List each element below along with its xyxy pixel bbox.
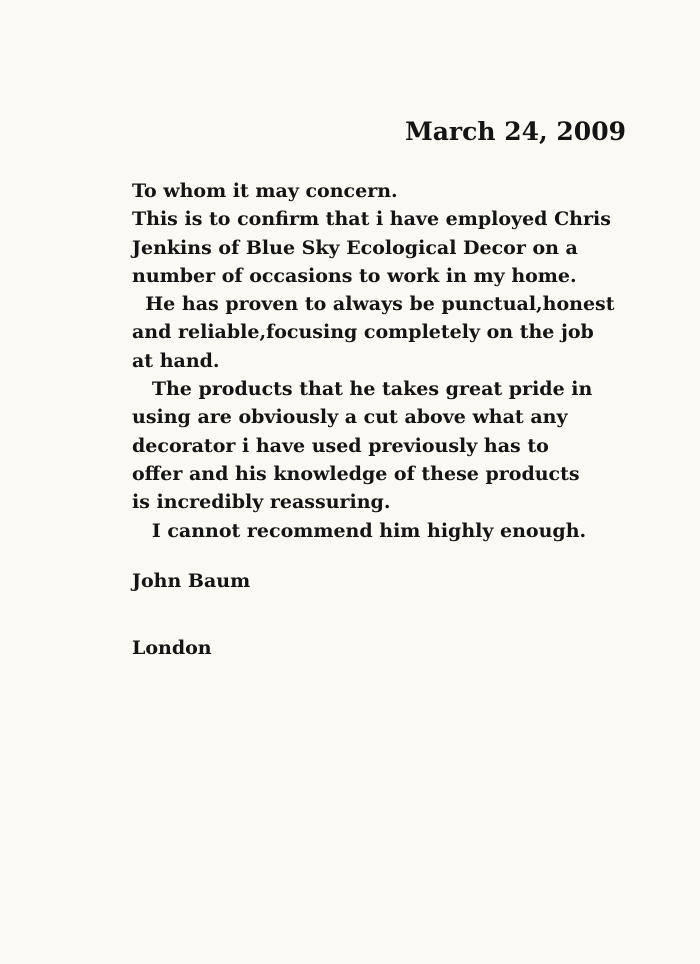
letter-line: This is to confirm that i have employed Chris — [132, 208, 611, 231]
letter-line: I cannot recommend him highly enough. — [132, 519, 587, 542]
letter-line: using are obviously a cut above what any — [132, 406, 568, 429]
letter-line: decorator i have used previously has to — [132, 434, 549, 457]
letter-line: The products that he takes great pride in — [132, 378, 593, 401]
letter-line: offer and his knowledge of these products — [132, 462, 580, 485]
letter-line: number of occasions to work in my home. — [132, 264, 577, 287]
letter-line: Jenkins of Blue Sky Ecological Decor on a — [132, 236, 578, 259]
letter-line: He has proven to always be punctual,honest — [132, 293, 615, 316]
signature-name: John Baum — [132, 570, 251, 592]
letter-body — [132, 177, 672, 545]
signature-city: London — [132, 637, 212, 659]
letter-line: is incredibly reassuring. — [132, 491, 391, 514]
letter-line: To whom it may concern. — [132, 180, 398, 202]
letter-line: and reliable,focusing completely on the job — [132, 321, 594, 344]
letter-line: at hand. — [132, 349, 220, 372]
letter-date: March 24, 2009 — [405, 117, 626, 146]
